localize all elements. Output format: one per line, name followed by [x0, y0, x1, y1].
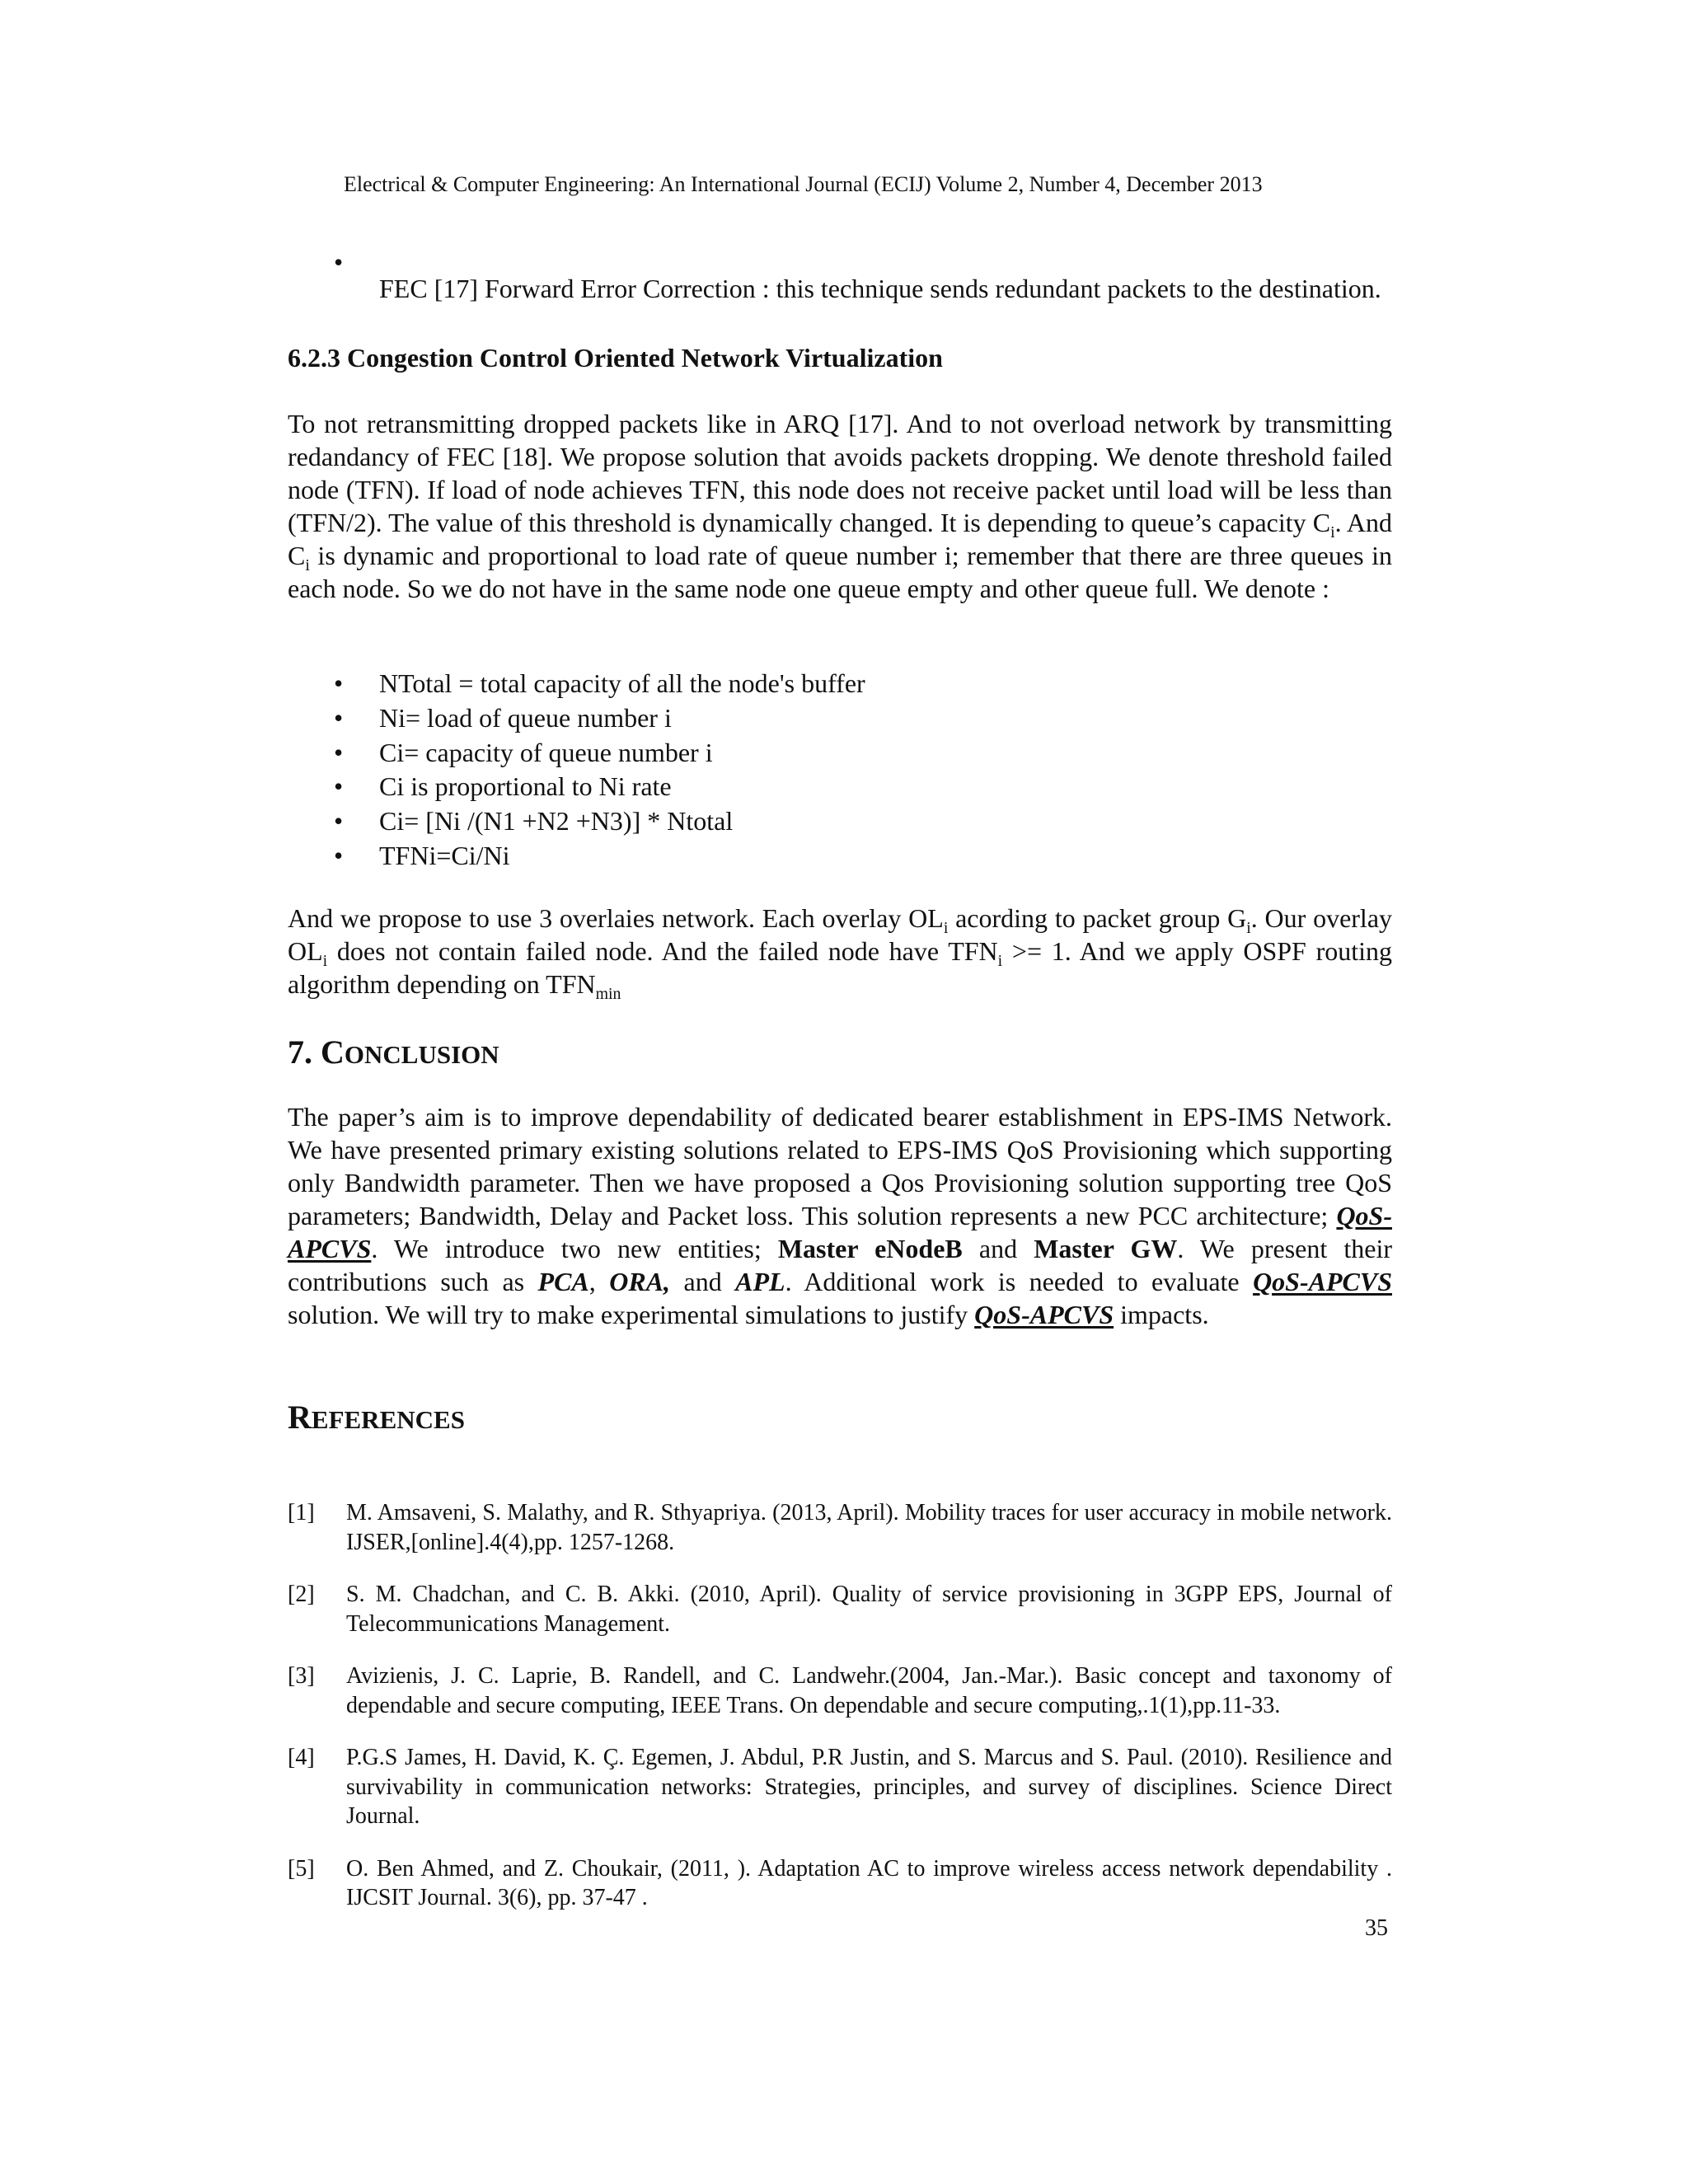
section-6-2-3-paragraph-1 — [288, 407, 1392, 605]
emphasis-term: QoS-APCVS — [288, 1201, 1392, 1263]
references-heading — [288, 1399, 465, 1439]
bullet-dot: • — [334, 806, 344, 837]
subscript: i — [305, 555, 310, 574]
reference-item — [288, 1580, 1392, 1638]
para-text: does not contain failed node. And the failed node have TFN — [327, 936, 998, 966]
heading-smallcaps: EFERENCES — [311, 1405, 465, 1434]
para-text: . And C — [288, 508, 1393, 570]
list-item — [288, 736, 1392, 771]
list-item-text: TFNi=Ci/Ni — [379, 840, 510, 870]
para-text: >= 1. And we apply OSPF routing algorithm depending on TFN — [288, 936, 1393, 999]
list-item — [288, 839, 1392, 874]
list-item — [288, 667, 1392, 701]
bullet-dot: • — [334, 247, 344, 277]
list-item — [288, 770, 1392, 804]
list-item-text: Ci= [Ni /(N1 +N2 +N3)] * Ntotal — [379, 806, 734, 837]
bullet-dot: • — [334, 702, 344, 733]
reference-text: O. Ben Ahmed, and Z. Choukair, (2011, ). Adaptation AC to improve wireless access network dependability . IJCSIT Journal. 3(6), pp. 37-47 . — [346, 1855, 1392, 1910]
conclusion-paragraph — [288, 1100, 1392, 1331]
para-text: . Additional work is needed to evaluate — [785, 1267, 1254, 1296]
bold-term: Master eNodeB — [777, 1234, 963, 1263]
para-text: To not retransmitting dropped packets like in ARQ [17]. And to not overload network by transmitting redandancy of FEC [18]. We propose solution that avoids packets dropping. We denote threshold failed node (TFN). If load of node achieves TFN, this node does not receive packet until load will be less than (TFN/2). The value of this threshold is dynamically changed. It is depending to queue’s capacity C — [288, 409, 1392, 537]
emphasis-term: APL — [735, 1267, 785, 1296]
para-text: solution. We will try to make experimental simulations to justify — [288, 1300, 975, 1329]
heading-initial: C — [321, 1033, 345, 1071]
subscript: min — [595, 984, 621, 1003]
emphasis-term: PCA — [537, 1267, 589, 1296]
subscript: i — [997, 951, 1003, 970]
fec-bullet-text: FEC [17] Forward Error Correction : this technique sends redundant packets to the destination. — [379, 274, 1381, 303]
para-text: . We introduce two new entities; — [371, 1234, 778, 1263]
reference-number: [2] — [288, 1582, 315, 1607]
section-6-2-3-paragraph-2 — [288, 902, 1392, 1001]
reference-number: [1] — [288, 1500, 315, 1526]
reference-item — [288, 1498, 1392, 1557]
para-text: and — [670, 1267, 736, 1296]
list-item — [288, 804, 1392, 839]
list-item-text: Ci= capacity of queue number i — [379, 737, 713, 767]
para-text: is dynamic and proportional to load rate of queue number i; remember that there are three queues in each node. So we do not have in the same node one queue empty and other queue full. We denote : — [288, 541, 1392, 603]
list-item — [288, 701, 1392, 736]
reference-number: [4] — [288, 1745, 315, 1770]
para-text: . Our overlay OL — [288, 903, 1393, 966]
bold-term: Master GW — [1034, 1234, 1178, 1263]
reference-text: P.G.S James, H. David, K. Ç. Egemen, J. Abdul, P.R Justin, and S. Marcus and S. Paul. (2010). Resilience and survivability in communication networks: Strategies, principles, and survey of disciplines. Science Direct Journal. — [346, 1745, 1392, 1829]
fec-bullet-item — [288, 246, 1392, 331]
section-6-2-3-heading: 6.2.3 Congestion Control Oriented Network Virtualization — [288, 343, 943, 373]
reference-item — [288, 1743, 1392, 1831]
subscript: i — [943, 918, 949, 937]
reference-text: M. Amsaveni, S. Malathy, and R. Sthyapriya. (2013, April). Mobility traces for user accuracy in mobile network. IJSER,[online].4(4),pp. 1257-1268. — [346, 1500, 1392, 1555]
emphasis-term: ORA, — [609, 1267, 671, 1296]
reference-text: Avizienis, J. C. Laprie, B. Randell, and C. Landwehr.(2004, Jan.-Mar.). Basic concept and taxonomy of dependable and secure computing, IEEE Trans. On dependable and secure computing,.1(1),pp.11-33. — [346, 1663, 1392, 1718]
reference-number: [3] — [288, 1663, 315, 1689]
emphasis-term: QoS-APCVS — [974, 1300, 1114, 1329]
para-text: , — [588, 1267, 610, 1296]
conclusion-heading — [288, 1033, 499, 1074]
list-item-text: Ci is proportional to Ni rate — [379, 771, 672, 802]
list-item-text: NTotal = total capacity of all the node's buffer — [379, 668, 865, 698]
para-text: . We present their contributions such as — [288, 1234, 1393, 1296]
bullet-dot: • — [334, 737, 344, 767]
para-text: and — [962, 1234, 1034, 1263]
subscript: i — [1330, 523, 1335, 541]
heading-initial: R — [288, 1399, 312, 1436]
bullet-dot: • — [334, 840, 344, 870]
running-header: Electrical & Computer Engineering: An International Journal (ECIJ) Volume 2, Number 4, December 2013 — [344, 172, 1263, 196]
subscript: i — [322, 951, 328, 970]
reference-text: S. M. Chadchan, and C. B. Akki. (2010, April). Quality of service provisioning in 3GPP EPS, Journal of Telecommunications Management. — [346, 1582, 1392, 1637]
para-text: And we propose to use 3 overlaies network. Each overlay OL — [288, 903, 944, 933]
heading-number: 7. — [288, 1033, 321, 1071]
para-text: acording to packet group G — [948, 903, 1247, 933]
para-text: impacts. — [1114, 1300, 1209, 1329]
bullet-dot: • — [334, 771, 344, 802]
subscript: i — [1246, 918, 1251, 937]
para-text: The paper’s aim is to improve dependability of dedicated bearer establishment in EPS-IMS Network. We have presented primary existing solutions related to EPS-IMS QoS Provisioning which supporting only Bandwidth parameter. Then we have proposed a Qos Provisioning solution supporting tree QoS parameters; Bandwidth, Delay and Packet loss. This solution represents a new PCC architecture; — [288, 1102, 1392, 1230]
page-number: 35 — [1365, 1915, 1388, 1941]
reference-list — [288, 1475, 1392, 1936]
definitions-list — [288, 667, 1392, 874]
bullet-dot: • — [334, 668, 344, 698]
heading-smallcaps: ONCLUSION — [344, 1040, 499, 1069]
emphasis-term: QoS-APCVS — [1253, 1267, 1392, 1296]
reference-item — [288, 1854, 1392, 1913]
reference-item — [288, 1661, 1392, 1720]
list-item-text: Ni= load of queue number i — [379, 702, 672, 733]
reference-number: [5] — [288, 1855, 315, 1882]
